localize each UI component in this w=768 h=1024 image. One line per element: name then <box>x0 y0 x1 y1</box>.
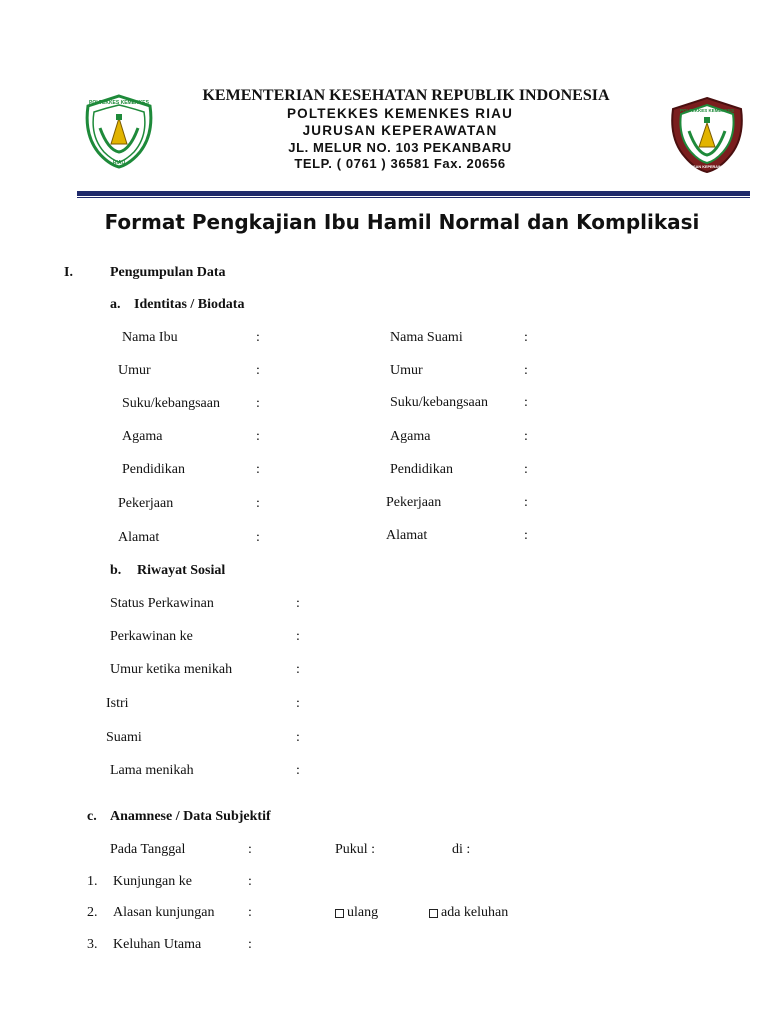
field-kunjungan-ke: Kunjungan ke <box>113 874 192 889</box>
colon: : <box>296 629 300 644</box>
subsection-a-title: Identitas / Biodata <box>134 297 245 312</box>
colon: : <box>524 429 528 444</box>
field-perkawinan-ke: Perkawinan ke <box>110 629 193 644</box>
subsection-b-label: b. <box>110 563 122 578</box>
field-alamat-suami: Alamat <box>386 528 428 543</box>
field-umur-menikah: Umur ketika menikah <box>110 662 233 677</box>
checkbox-icon[interactable] <box>335 909 344 918</box>
field-lama-menikah: Lama menikah <box>110 763 194 778</box>
colon: : <box>296 596 300 611</box>
colon: : <box>296 662 300 677</box>
field-alasan-kunjungan: Alasan kunjungan <box>113 905 215 920</box>
subsection-b-title: Riwayat Sosial <box>137 563 226 578</box>
colon: : <box>256 429 260 444</box>
colon: : <box>248 937 252 952</box>
field-suku-suami: Suku/kebangsaan <box>390 395 488 410</box>
header-ministry: KEMENTERIAN KESEHATAN REPUBLIK INDONESIA <box>202 87 610 104</box>
section-number: I. <box>64 265 73 280</box>
list-number: 1. <box>87 874 98 889</box>
colon: : <box>524 363 528 378</box>
colon: : <box>296 696 300 711</box>
header-department: JURUSAN KEPERAWATAN <box>302 123 498 138</box>
colon: : <box>256 530 260 545</box>
colon: : <box>256 396 260 411</box>
field-umur-suami: Umur <box>390 363 423 378</box>
colon: : <box>256 462 260 477</box>
field-umur-ibu: Umur <box>118 363 151 378</box>
field-suku-ibu: Suku/kebangsaan <box>122 396 220 411</box>
field-istri: Istri <box>106 696 129 711</box>
option-ada-keluhan: ada keluhan <box>441 905 509 920</box>
colon: : <box>296 763 300 778</box>
colon: : <box>296 730 300 745</box>
list-number: 3. <box>87 937 98 952</box>
subsection-a-label: a. <box>110 297 121 312</box>
option-ulang: ulang <box>347 905 379 920</box>
colon: : <box>524 395 528 410</box>
list-number: 2. <box>87 905 98 920</box>
header-divider-thin <box>77 197 750 198</box>
field-agama-ibu: Agama <box>122 429 163 444</box>
colon: : <box>524 495 528 510</box>
field-pekerjaan-ibu: Pekerjaan <box>118 496 174 511</box>
logo-left-top-text: POLTEKKES KEMENKES <box>89 100 149 106</box>
field-pendidikan-ibu: Pendidikan <box>122 462 185 477</box>
header-address: JL. MELUR NO. 103 PEKANBARU <box>288 140 512 155</box>
field-pekerjaan-suami: Pekerjaan <box>386 495 442 510</box>
header-divider <box>77 191 750 196</box>
document-title: Format Pengkajian Ibu Hamil Normal dan Komplikasi <box>104 210 700 234</box>
field-di: di : <box>452 842 471 857</box>
field-agama-suami: Agama <box>390 429 431 444</box>
section-title: Pengumpulan Data <box>110 265 226 280</box>
field-nama-ibu: Nama Ibu <box>122 330 178 345</box>
header-institution: POLTEKKES KEMENKES RIAU <box>286 106 514 121</box>
field-status-perkawinan: Status Perkawinan <box>110 596 214 611</box>
colon: : <box>248 905 252 920</box>
field-pada-tanggal: Pada Tanggal <box>110 842 186 857</box>
colon: : <box>256 330 260 345</box>
field-pukul: Pukul : <box>335 842 376 857</box>
subsection-c-title: Anamnese / Data Subjektif <box>110 809 271 824</box>
field-alamat-ibu: Alamat <box>118 530 160 545</box>
field-suami: Suami <box>106 730 142 745</box>
field-nama-suami: Nama Suami <box>390 330 463 345</box>
colon: : <box>256 363 260 378</box>
logo-left-bottom-text: RIAU <box>112 160 126 166</box>
header-phone: TELP. ( 0761 ) 36581 Fax. 20656 <box>294 156 506 171</box>
logo-right-top-text: POLTEKKES KEMENKES <box>680 108 734 113</box>
logo-right-bottom-text: JURUSAN KEPERAWATAN <box>682 165 732 169</box>
colon: : <box>248 874 252 889</box>
subsection-c-label: c. <box>87 809 97 824</box>
colon: : <box>256 496 260 511</box>
colon: : <box>248 842 252 857</box>
colon: : <box>524 330 528 345</box>
field-pendidikan-suami: Pendidikan <box>390 462 453 477</box>
colon: : <box>524 528 528 543</box>
colon: : <box>524 462 528 477</box>
checkbox-icon[interactable] <box>429 909 438 918</box>
field-keluhan-utama: Keluhan Utama <box>113 937 202 952</box>
